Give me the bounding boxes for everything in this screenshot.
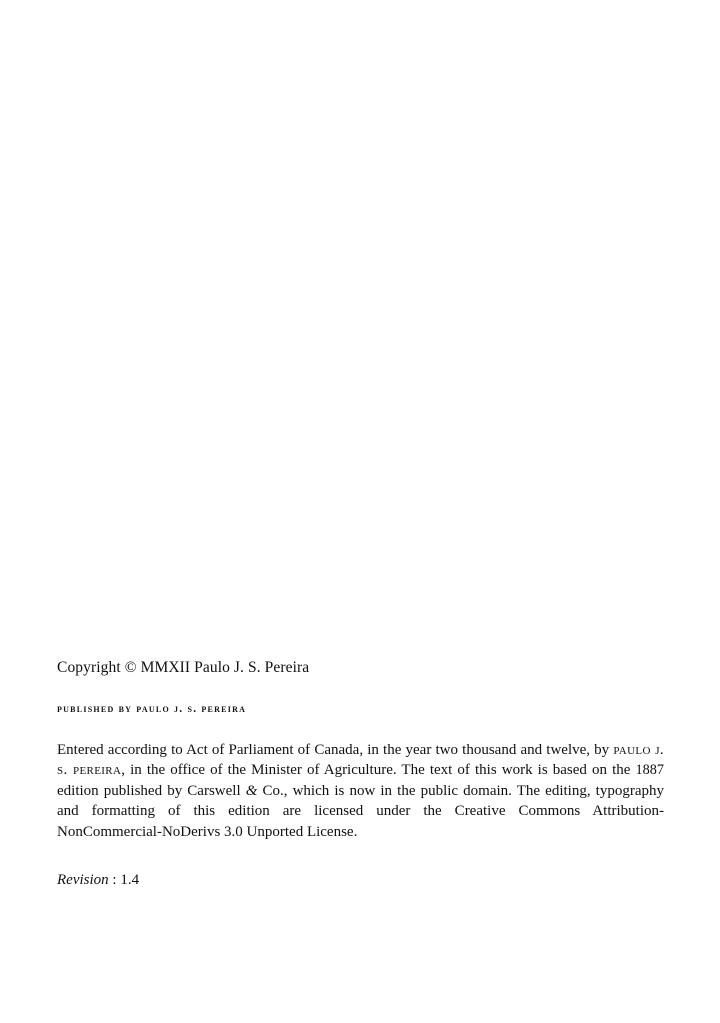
published-by-line: published by paulo j. s. pereira — [57, 703, 247, 715]
legal-text-segment-1: Entered according to Act of Parliament of Canada, in the year two thousand and twelve, by — [57, 742, 614, 758]
legal-text-segment-4: Co., which is now in the public domain. The editing, typography and formatting of this edition are licensed under the Creative Commons Attribution-NonCommercial-NoDerivs 3.0 Unported License. — [57, 782, 664, 840]
revision-line — [57, 870, 664, 890]
legal-text-segment-2: , in the office of the Minister of Agriculture. The text of this work is based on the — [121, 762, 636, 779]
colophon-block — [57, 658, 664, 890]
revision-value: 1.4 — [120, 872, 140, 889]
legal-edition-year: 1887 — [635, 762, 664, 779]
legal-notice-paragraph — [57, 740, 664, 842]
legal-text-segment-3: edition published by Carswell — [57, 782, 246, 799]
revision-label: Revision — [57, 872, 109, 889]
copyright-line: Copyright © MMXII Paulo J. S. Pereira — [57, 659, 310, 676]
legal-author-smallcaps: paulo j. s. pereira — [57, 742, 664, 779]
italic-ampersand: & — [245, 782, 258, 799]
revision-separator: : — [108, 872, 121, 889]
